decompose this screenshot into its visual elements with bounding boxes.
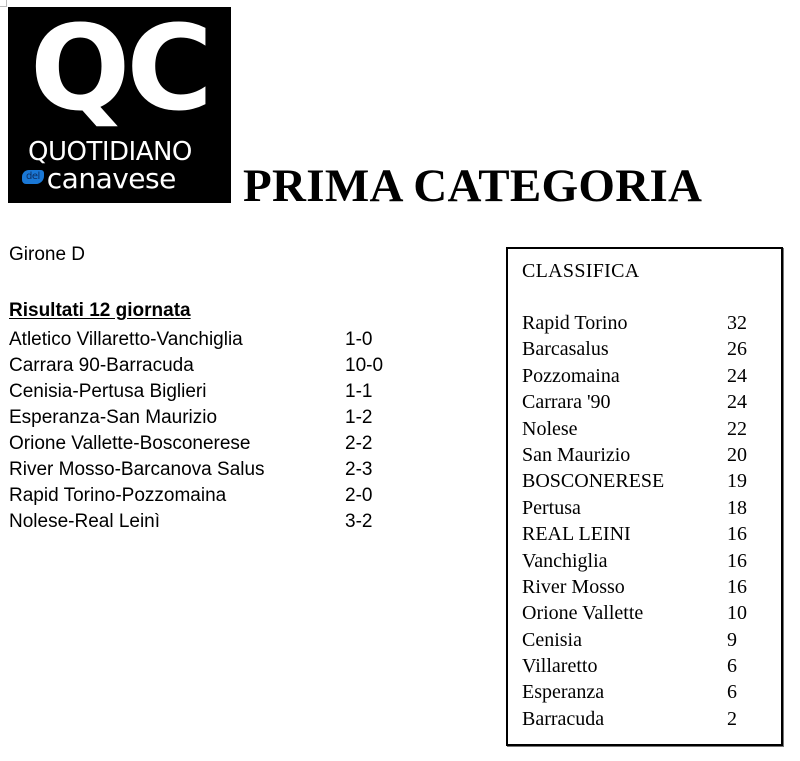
page-corner-mark — [0, 0, 7, 7]
result-match: Atletico Villaretto-Vanchiglia — [9, 329, 243, 350]
standing-row — [522, 653, 772, 679]
standing-row — [522, 336, 772, 362]
standing-points: 24 — [727, 364, 747, 387]
standing-team: Orione Vallette — [522, 602, 644, 625]
result-match: Rapid Torino-Pozzomaina — [9, 485, 227, 506]
standing-row — [522, 574, 772, 600]
result-row — [9, 509, 429, 535]
standing-points: 6 — [727, 655, 737, 678]
standing-team: Vanchiglia — [522, 549, 608, 572]
standing-points: 18 — [727, 496, 747, 519]
standing-team: San Maurizio — [522, 443, 631, 466]
result-score: 3-2 — [345, 511, 373, 532]
standing-points: 16 — [727, 549, 747, 572]
logo-initials: QC — [30, 7, 209, 137]
result-score: 1-0 — [345, 329, 373, 350]
standing-points: 20 — [727, 443, 747, 466]
result-row — [9, 405, 429, 431]
result-row — [9, 353, 429, 379]
result-row — [9, 483, 429, 509]
standing-team: Barracuda — [522, 707, 605, 730]
result-match: Carrara 90-Barracuda — [9, 355, 194, 376]
standing-points: 24 — [727, 391, 747, 414]
standing-row — [522, 442, 772, 468]
standing-team: Nolese — [522, 417, 578, 440]
standing-row — [522, 468, 772, 494]
standing-points: 6 — [727, 681, 737, 704]
standing-team: Cenisia — [522, 628, 582, 651]
result-score: 2-0 — [345, 485, 373, 506]
standing-row — [522, 416, 772, 442]
standing-team: Pertusa — [522, 496, 581, 519]
result-match: Esperanza-San Maurizio — [9, 407, 218, 428]
standing-points: 32 — [727, 312, 747, 334]
logo-wordmark-line1: QUOTIDIANO — [28, 137, 192, 167]
standing-team: River Mosso — [522, 575, 625, 598]
standing-points: 26 — [727, 338, 747, 361]
standing-row — [522, 389, 772, 415]
results-list — [9, 327, 429, 535]
standing-row — [522, 600, 772, 626]
standing-row — [522, 679, 772, 705]
standings-box — [506, 247, 783, 746]
result-score: 2-3 — [345, 459, 373, 480]
standing-row — [522, 363, 772, 389]
result-row — [9, 431, 429, 457]
standing-team: Rapid Torino — [522, 312, 628, 334]
standing-points: 19 — [727, 470, 747, 493]
result-score: 1-2 — [345, 407, 373, 428]
result-match: Orione Vallette-Bosconerese — [9, 433, 251, 454]
standing-team: Carrara '90 — [522, 391, 611, 414]
standing-team: Villaretto — [522, 655, 598, 678]
quotidiano-canavese-logo — [8, 7, 231, 203]
standing-team: REAL LEINI — [522, 523, 631, 546]
result-score: 10-0 — [345, 355, 384, 376]
standing-points: 10 — [727, 602, 747, 625]
logo-del-badge: del — [22, 170, 44, 184]
result-match: River Mosso-Barcanova Salus — [9, 459, 265, 480]
results-heading: Risultati 12 giornata — [9, 300, 191, 321]
standing-team: Esperanza — [522, 681, 605, 704]
logo-wordmark-line2 — [22, 164, 227, 194]
standings-title: CLASSIFICA — [522, 260, 640, 282]
standing-team: Pozzomaina — [522, 364, 620, 387]
page-title: PRIMA CATEGORIA — [243, 160, 703, 212]
standing-points: 16 — [727, 523, 747, 546]
result-match: Nolese-Real Leinì — [9, 511, 161, 532]
group-label: Girone D — [9, 244, 86, 265]
result-score: 1-1 — [345, 381, 373, 402]
standing-row — [522, 627, 772, 653]
standing-row — [522, 548, 772, 574]
standing-points: 22 — [727, 417, 747, 440]
result-match: Cenisia-Pertusa Biglieri — [9, 381, 207, 402]
standing-points: 2 — [727, 707, 737, 730]
standing-team: Barcasalus — [522, 338, 609, 361]
result-score: 2-2 — [345, 433, 373, 454]
result-row — [9, 327, 429, 353]
standing-team: BOSCONERESE — [522, 470, 665, 493]
logo-wordmark-canavese: canavese — [46, 162, 176, 195]
standing-points: 9 — [727, 628, 737, 651]
standings-list — [522, 310, 772, 732]
standing-row — [522, 310, 772, 336]
standing-points: 16 — [727, 575, 747, 598]
standing-row — [522, 495, 772, 521]
result-row — [9, 457, 429, 483]
standing-row — [522, 521, 772, 547]
standing-row — [522, 706, 772, 732]
result-row — [9, 379, 429, 405]
